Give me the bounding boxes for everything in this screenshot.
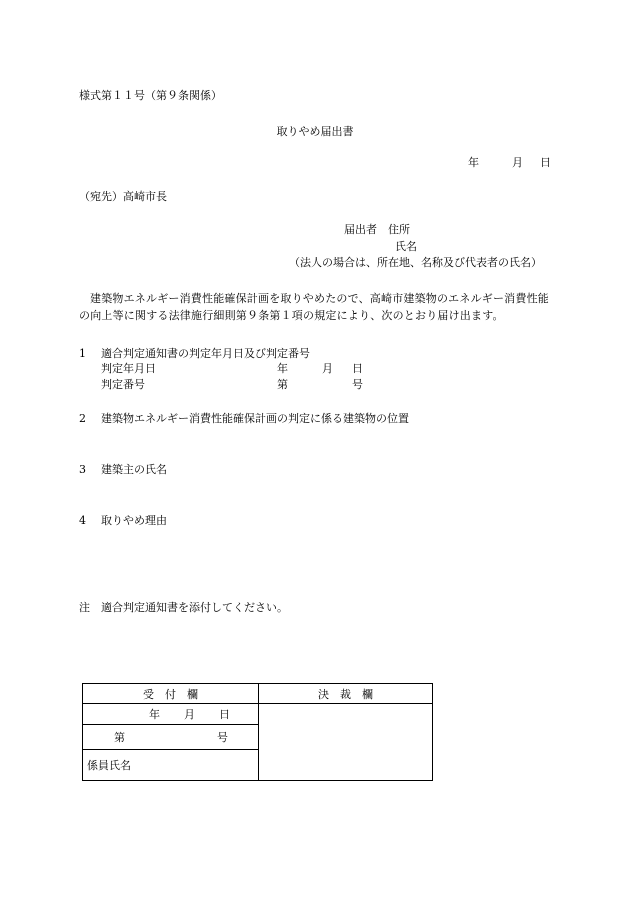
judgment-day-label: 日 [352, 362, 363, 375]
judgment-dai-label: 第 [277, 378, 288, 391]
reception-dai-label: 第 [114, 731, 125, 744]
judgment-date-fields [277, 362, 363, 376]
item-2 [79, 412, 409, 426]
submission-date [468, 156, 551, 170]
date-day-label: 日 [540, 156, 551, 169]
body-paragraph: 建築物エネルギー消費性能確保計画を取りやめたので、高崎市建築物のエネルギー消費性能の向上等に関する法律施行細則第９条第１項の規定により、次のとおり届け出ます。 [79, 292, 549, 322]
note-label: 注 [79, 601, 90, 614]
decision-header: 決 裁 欄 [259, 684, 433, 704]
judgment-year-label: 年 [277, 362, 288, 375]
reception-number-cell [83, 725, 259, 750]
item-1 [79, 347, 310, 361]
addressee: （宛先）高崎市長 [79, 190, 167, 203]
staff-name-cell: 係員氏名 [83, 750, 259, 781]
reception-year-label: 年 [149, 708, 160, 721]
reception-header: 受 付 欄 [83, 684, 259, 704]
item-3-label: 建築主の氏名 [101, 463, 167, 476]
date-year-label: 年 [468, 156, 479, 169]
item-1-number: 1 [79, 347, 86, 360]
document-title: 取りやめ届出書 [276, 125, 354, 138]
item-2-number: 2 [79, 412, 86, 425]
corporate-note: （法人の場合は、所在地、名称及び代表者の氏名） [289, 256, 542, 269]
judgment-number-label: 判定番号 [101, 378, 145, 391]
judgment-date-label: 判定年月日 [101, 362, 156, 375]
name-label: 氏名 [395, 240, 417, 253]
judgment-month-label: 月 [322, 362, 333, 375]
judgment-number-fields [277, 378, 363, 392]
reception-day-label: 日 [219, 708, 230, 721]
date-month-label: 月 [512, 156, 523, 169]
decision-cell [259, 704, 433, 781]
item-3 [79, 463, 167, 477]
address-label: 住所 [388, 223, 410, 236]
item-2-label: 建築物エネルギー消費性能確保計画の判定に係る建築物の位置 [101, 412, 409, 425]
item-4 [79, 514, 167, 528]
reception-go-label: 号 [217, 731, 228, 744]
item-3-number: 3 [79, 463, 86, 476]
attachment-note [79, 601, 288, 615]
item-1-label: 適合判定通知書の判定年月日及び判定番号 [101, 347, 310, 360]
applicant-address-line [344, 223, 410, 237]
item-4-number: 4 [79, 514, 86, 527]
reception-date-cell [83, 704, 259, 725]
applicant-label: 届出者 [344, 223, 377, 236]
item-4-label: 取りやめ理由 [101, 514, 167, 527]
office-use-table [82, 683, 433, 781]
judgment-go-label: 号 [352, 378, 363, 391]
reception-month-label: 月 [184, 708, 195, 721]
note-text: 適合判定通知書を添付してください。 [101, 601, 288, 614]
form-number: 様式第１１号（第９条関係） [79, 89, 222, 102]
